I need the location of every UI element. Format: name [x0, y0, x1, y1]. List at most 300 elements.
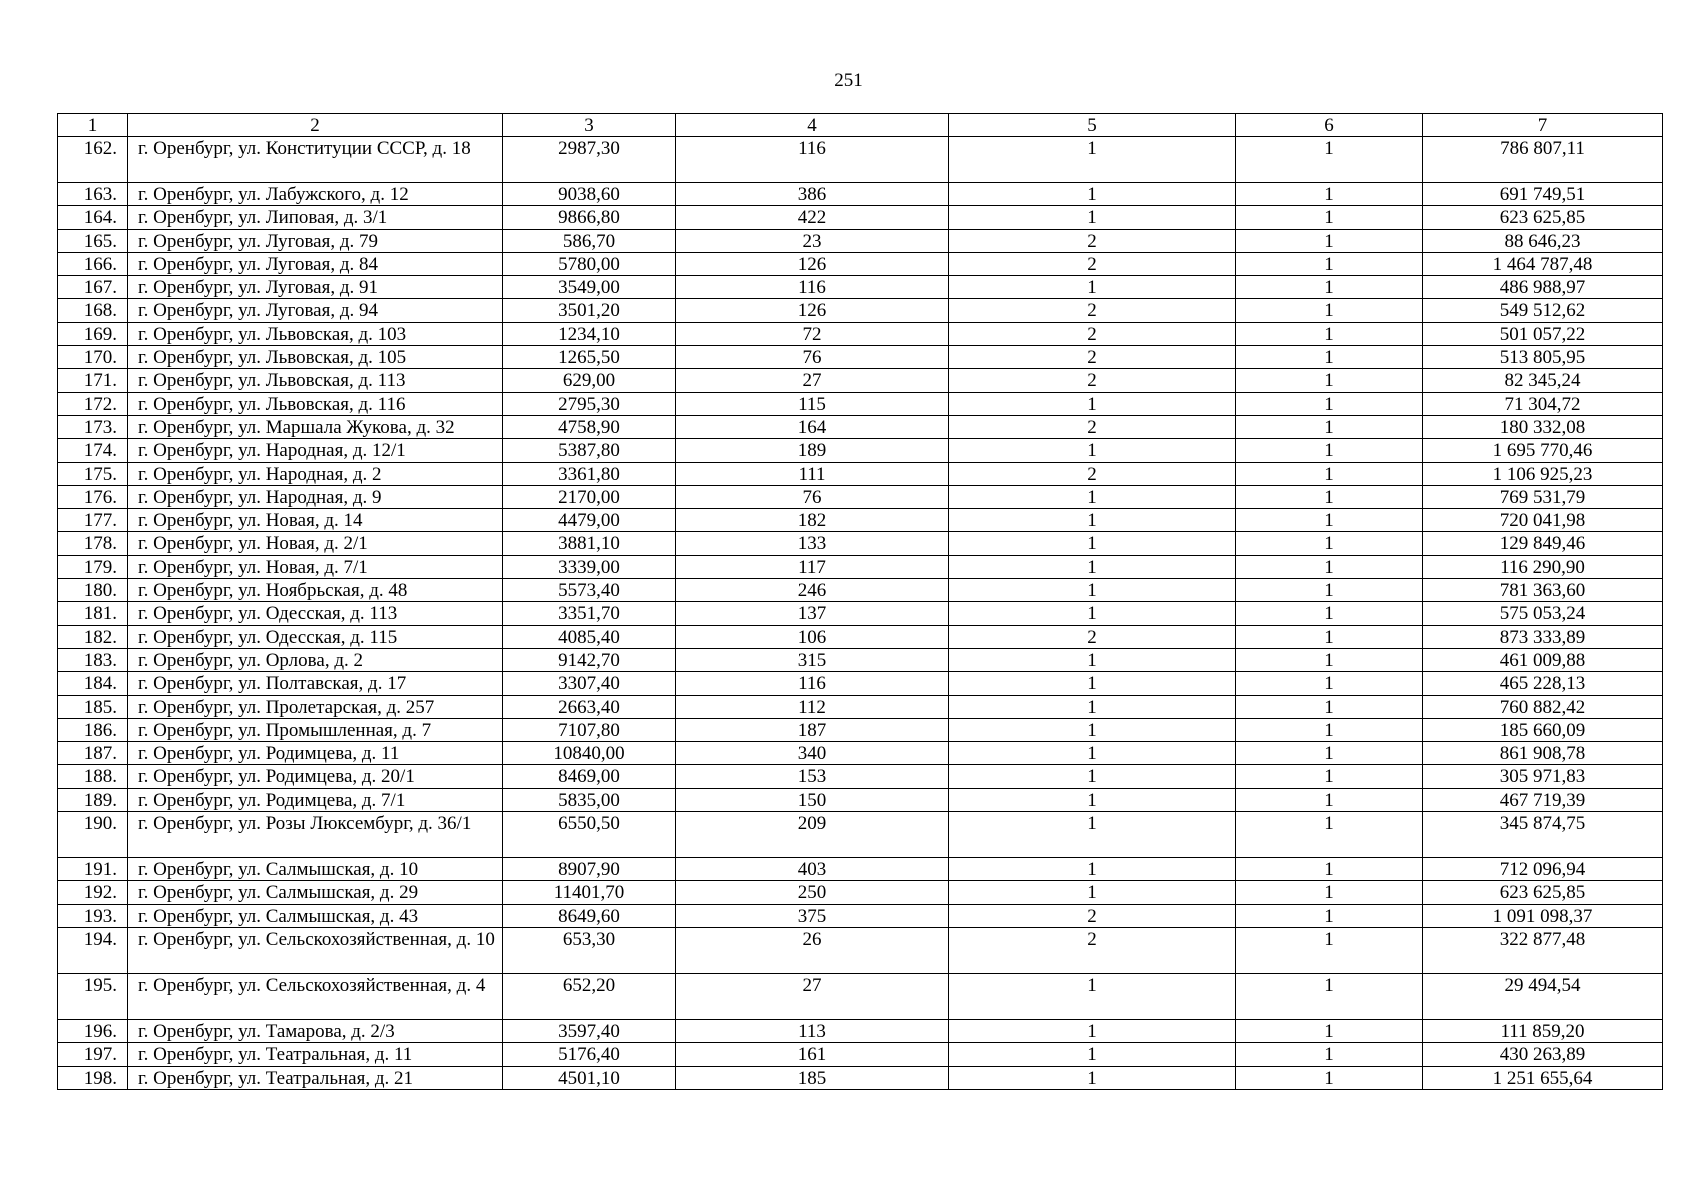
value-cell: 1 [949, 695, 1236, 718]
address-cell: г. Оренбург, ул. Одесская, д. 113 [128, 602, 503, 625]
value-cell: 1 [1236, 579, 1423, 602]
value-cell: 1 [1236, 137, 1423, 183]
value-cell: 1 [949, 648, 1236, 671]
row-number-cell: 196. [58, 1019, 128, 1042]
table-row [58, 322, 1663, 345]
value-cell: 1 [1236, 555, 1423, 578]
row-number-cell: 198. [58, 1066, 128, 1089]
count-cell: 106 [676, 625, 949, 648]
amount-cell: 461 009,88 [1423, 648, 1663, 671]
area-cell: 3549,00 [503, 276, 676, 299]
address-cell: г. Оренбург, ул. Родимцева, д. 11 [128, 742, 503, 765]
row-number-cell: 197. [58, 1043, 128, 1066]
table-row [58, 137, 1663, 183]
address-cell: г. Оренбург, ул. Сельскохозяйственная, д. 10 [128, 927, 503, 973]
count-cell: 111 [676, 462, 949, 485]
row-number-cell: 165. [58, 229, 128, 252]
address-cell: г. Оренбург, ул. Родимцева, д. 7/1 [128, 788, 503, 811]
address-cell: г. Оренбург, ул. Липовая, д. 3/1 [128, 206, 503, 229]
area-cell: 2987,30 [503, 137, 676, 183]
value-cell: 1 [1236, 206, 1423, 229]
column-header: 5 [949, 114, 1236, 137]
count-cell: 113 [676, 1019, 949, 1042]
value-cell: 1 [1236, 1019, 1423, 1042]
row-number-cell: 171. [58, 369, 128, 392]
area-cell: 3501,20 [503, 299, 676, 322]
table-row [58, 579, 1663, 602]
amount-cell: 513 805,95 [1423, 346, 1663, 369]
value-cell: 1 [949, 812, 1236, 858]
amount-cell: 1 695 770,46 [1423, 439, 1663, 462]
value-cell: 1 [1236, 485, 1423, 508]
table-row [58, 462, 1663, 485]
table-row [58, 532, 1663, 555]
row-number-cell: 170. [58, 346, 128, 369]
count-cell: 116 [676, 672, 949, 695]
value-cell: 1 [1236, 276, 1423, 299]
amount-cell: 769 531,79 [1423, 485, 1663, 508]
address-cell: г. Оренбург, ул. Орлова, д. 2 [128, 648, 503, 671]
count-cell: 164 [676, 415, 949, 438]
value-cell: 1 [1236, 718, 1423, 741]
area-cell: 4501,10 [503, 1066, 676, 1089]
count-cell: 153 [676, 765, 949, 788]
address-cell: г. Оренбург, ул. Родимцева, д. 20/1 [128, 765, 503, 788]
table-row [58, 858, 1663, 881]
value-cell: 2 [949, 299, 1236, 322]
address-cell: г. Оренбург, ул. Новая, д. 14 [128, 509, 503, 532]
row-number-cell: 188. [58, 765, 128, 788]
row-number-cell: 184. [58, 672, 128, 695]
column-header: 7 [1423, 114, 1663, 137]
count-cell: 27 [676, 973, 949, 1019]
count-cell: 250 [676, 881, 949, 904]
row-number-cell: 189. [58, 788, 128, 811]
area-cell: 3361,80 [503, 462, 676, 485]
table-row [58, 229, 1663, 252]
row-number-cell: 190. [58, 812, 128, 858]
value-cell: 1 [1236, 742, 1423, 765]
table-row [58, 927, 1663, 973]
count-cell: 133 [676, 532, 949, 555]
count-cell: 422 [676, 206, 949, 229]
value-cell: 1 [1236, 858, 1423, 881]
amount-cell: 29 494,54 [1423, 973, 1663, 1019]
table-row [58, 346, 1663, 369]
row-number-cell: 177. [58, 509, 128, 532]
area-cell: 4479,00 [503, 509, 676, 532]
count-cell: 76 [676, 485, 949, 508]
area-cell: 9038,60 [503, 183, 676, 206]
row-number-cell: 186. [58, 718, 128, 741]
address-cell: г. Оренбург, ул. Ноябрьская, д. 48 [128, 579, 503, 602]
count-cell: 27 [676, 369, 949, 392]
address-cell: г. Оренбург, ул. Розы Люксембург, д. 36/1 [128, 812, 503, 858]
table-row [58, 973, 1663, 1019]
table-row [58, 648, 1663, 671]
count-cell: 137 [676, 602, 949, 625]
amount-cell: 1 251 655,64 [1423, 1066, 1663, 1089]
value-cell: 2 [949, 415, 1236, 438]
value-cell: 1 [949, 602, 1236, 625]
count-cell: 26 [676, 927, 949, 973]
table-row [58, 672, 1663, 695]
value-cell: 1 [949, 765, 1236, 788]
area-cell: 9866,80 [503, 206, 676, 229]
row-number-cell: 174. [58, 439, 128, 462]
count-cell: 112 [676, 695, 949, 718]
area-cell: 3307,40 [503, 672, 676, 695]
count-cell: 185 [676, 1066, 949, 1089]
area-cell: 8649,60 [503, 904, 676, 927]
address-cell: г. Оренбург, ул. Народная, д. 12/1 [128, 439, 503, 462]
value-cell: 1 [949, 509, 1236, 532]
value-cell: 1 [1236, 904, 1423, 927]
address-cell: г. Оренбург, ул. Сельскохозяйственная, д. 4 [128, 973, 503, 1019]
table-row [58, 1019, 1663, 1042]
table-row [58, 904, 1663, 927]
value-cell: 1 [1236, 322, 1423, 345]
count-cell: 126 [676, 299, 949, 322]
row-number-cell: 193. [58, 904, 128, 927]
value-cell: 1 [1236, 509, 1423, 532]
housing-register-table [57, 113, 1663, 1090]
value-cell: 1 [1236, 625, 1423, 648]
row-number-cell: 178. [58, 532, 128, 555]
area-cell: 1234,10 [503, 322, 676, 345]
table-row [58, 299, 1663, 322]
amount-cell: 861 908,78 [1423, 742, 1663, 765]
table-row [58, 369, 1663, 392]
area-cell: 3597,40 [503, 1019, 676, 1042]
column-number-row [58, 114, 1663, 137]
value-cell: 2 [949, 927, 1236, 973]
column-header: 4 [676, 114, 949, 137]
area-cell: 5176,40 [503, 1043, 676, 1066]
row-number-cell: 192. [58, 881, 128, 904]
amount-cell: 720 041,98 [1423, 509, 1663, 532]
value-cell: 1 [949, 742, 1236, 765]
table-row [58, 812, 1663, 858]
table-row [58, 183, 1663, 206]
count-cell: 117 [676, 555, 949, 578]
count-cell: 161 [676, 1043, 949, 1066]
table-row [58, 485, 1663, 508]
value-cell: 1 [949, 1019, 1236, 1042]
row-number-cell: 164. [58, 206, 128, 229]
value-cell: 1 [1236, 299, 1423, 322]
address-cell: г. Оренбург, ул. Луговая, д. 91 [128, 276, 503, 299]
row-number-cell: 194. [58, 927, 128, 973]
address-cell: г. Оренбург, ул. Народная, д. 9 [128, 485, 503, 508]
value-cell: 1 [1236, 415, 1423, 438]
amount-cell: 467 719,39 [1423, 788, 1663, 811]
table-row [58, 1043, 1663, 1066]
amount-cell: 82 345,24 [1423, 369, 1663, 392]
value-cell: 1 [949, 788, 1236, 811]
table-row [58, 742, 1663, 765]
row-number-cell: 191. [58, 858, 128, 881]
count-cell: 116 [676, 137, 949, 183]
count-cell: 187 [676, 718, 949, 741]
area-cell: 8907,90 [503, 858, 676, 881]
amount-cell: 712 096,94 [1423, 858, 1663, 881]
amount-cell: 185 660,09 [1423, 718, 1663, 741]
amount-cell: 549 512,62 [1423, 299, 1663, 322]
address-cell: г. Оренбург, ул. Народная, д. 2 [128, 462, 503, 485]
amount-cell: 781 363,60 [1423, 579, 1663, 602]
value-cell: 2 [949, 322, 1236, 345]
row-number-cell: 169. [58, 322, 128, 345]
value-cell: 1 [949, 858, 1236, 881]
table-row [58, 252, 1663, 275]
amount-cell: 691 749,51 [1423, 183, 1663, 206]
address-cell: г. Оренбург, ул. Новая, д. 2/1 [128, 532, 503, 555]
row-number-cell: 167. [58, 276, 128, 299]
row-number-cell: 162. [58, 137, 128, 183]
row-number-cell: 195. [58, 973, 128, 1019]
address-cell: г. Оренбург, ул. Конституции СССР, д. 18 [128, 137, 503, 183]
address-cell: г. Оренбург, ул. Одесская, д. 115 [128, 625, 503, 648]
table-row [58, 415, 1663, 438]
area-cell: 6550,50 [503, 812, 676, 858]
value-cell: 1 [949, 672, 1236, 695]
area-cell: 5573,40 [503, 579, 676, 602]
address-cell: г. Оренбург, ул. Салмышская, д. 43 [128, 904, 503, 927]
table-row [58, 625, 1663, 648]
amount-cell: 501 057,22 [1423, 322, 1663, 345]
row-number-cell: 185. [58, 695, 128, 718]
area-cell: 5835,00 [503, 788, 676, 811]
area-cell: 5387,80 [503, 439, 676, 462]
value-cell: 1 [1236, 1066, 1423, 1089]
count-cell: 315 [676, 648, 949, 671]
table-header [58, 114, 1663, 137]
value-cell: 1 [1236, 927, 1423, 973]
column-header: 2 [128, 114, 503, 137]
address-cell: г. Оренбург, ул. Львовская, д. 116 [128, 392, 503, 415]
address-cell: г. Оренбург, ул. Львовская, д. 103 [128, 322, 503, 345]
address-cell: г. Оренбург, ул. Львовская, д. 105 [128, 346, 503, 369]
row-number-cell: 180. [58, 579, 128, 602]
table-row [58, 602, 1663, 625]
count-cell: 150 [676, 788, 949, 811]
value-cell: 2 [949, 462, 1236, 485]
table-row [58, 555, 1663, 578]
value-cell: 1 [949, 1066, 1236, 1089]
value-cell: 1 [1236, 672, 1423, 695]
row-number-cell: 176. [58, 485, 128, 508]
amount-cell: 71 304,72 [1423, 392, 1663, 415]
value-cell: 1 [949, 439, 1236, 462]
area-cell: 3339,00 [503, 555, 676, 578]
value-cell: 1 [1236, 812, 1423, 858]
value-cell: 1 [1236, 973, 1423, 1019]
address-cell: г. Оренбург, ул. Театральная, д. 21 [128, 1066, 503, 1089]
value-cell: 1 [949, 973, 1236, 1019]
value-cell: 1 [1236, 462, 1423, 485]
area-cell: 586,70 [503, 229, 676, 252]
table-row [58, 206, 1663, 229]
amount-cell: 116 290,90 [1423, 555, 1663, 578]
amount-cell: 180 332,08 [1423, 415, 1663, 438]
count-cell: 116 [676, 276, 949, 299]
area-cell: 9142,70 [503, 648, 676, 671]
table-row [58, 509, 1663, 532]
row-number-cell: 173. [58, 415, 128, 438]
value-cell: 1 [949, 1043, 1236, 1066]
value-cell: 1 [1236, 229, 1423, 252]
area-cell: 4758,90 [503, 415, 676, 438]
value-cell: 1 [1236, 183, 1423, 206]
row-number-cell: 181. [58, 602, 128, 625]
address-cell: г. Оренбург, ул. Лабужского, д. 12 [128, 183, 503, 206]
table-body [58, 137, 1663, 1090]
row-number-cell: 183. [58, 648, 128, 671]
amount-cell: 623 625,85 [1423, 206, 1663, 229]
amount-cell: 873 333,89 [1423, 625, 1663, 648]
amount-cell: 786 807,11 [1423, 137, 1663, 183]
row-number-cell: 175. [58, 462, 128, 485]
amount-cell: 1 106 925,23 [1423, 462, 1663, 485]
value-cell: 1 [1236, 439, 1423, 462]
row-number-cell: 163. [58, 183, 128, 206]
column-header: 1 [58, 114, 128, 137]
table-row [58, 276, 1663, 299]
amount-cell: 486 988,97 [1423, 276, 1663, 299]
area-cell: 11401,70 [503, 881, 676, 904]
value-cell: 1 [949, 881, 1236, 904]
row-number-cell: 166. [58, 252, 128, 275]
count-cell: 375 [676, 904, 949, 927]
count-cell: 340 [676, 742, 949, 765]
value-cell: 1 [949, 718, 1236, 741]
value-cell: 2 [949, 904, 1236, 927]
value-cell: 1 [949, 555, 1236, 578]
table-row [58, 439, 1663, 462]
area-cell: 3881,10 [503, 532, 676, 555]
area-cell: 652,20 [503, 973, 676, 1019]
address-cell: г. Оренбург, ул. Луговая, д. 94 [128, 299, 503, 322]
amount-cell: 305 971,83 [1423, 765, 1663, 788]
address-cell: г. Оренбург, ул. Луговая, д. 84 [128, 252, 503, 275]
table-row [58, 1066, 1663, 1089]
count-cell: 23 [676, 229, 949, 252]
value-cell: 1 [1236, 392, 1423, 415]
value-cell: 2 [949, 346, 1236, 369]
address-cell: г. Оренбург, ул. Салмышская, д. 10 [128, 858, 503, 881]
amount-cell: 1 464 787,48 [1423, 252, 1663, 275]
address-cell: г. Оренбург, ул. Пролетарская, д. 257 [128, 695, 503, 718]
table-row [58, 392, 1663, 415]
count-cell: 72 [676, 322, 949, 345]
column-header: 6 [1236, 114, 1423, 137]
area-cell: 5780,00 [503, 252, 676, 275]
row-number-cell: 179. [58, 555, 128, 578]
count-cell: 126 [676, 252, 949, 275]
value-cell: 1 [1236, 695, 1423, 718]
table-row [58, 881, 1663, 904]
value-cell: 1 [949, 392, 1236, 415]
value-cell: 1 [949, 579, 1236, 602]
area-cell: 7107,80 [503, 718, 676, 741]
count-cell: 403 [676, 858, 949, 881]
count-cell: 209 [676, 812, 949, 858]
table-row [58, 765, 1663, 788]
count-cell: 386 [676, 183, 949, 206]
row-number-cell: 168. [58, 299, 128, 322]
area-cell: 4085,40 [503, 625, 676, 648]
address-cell: г. Оренбург, ул. Львовская, д. 113 [128, 369, 503, 392]
table-row [58, 695, 1663, 718]
area-cell: 2170,00 [503, 485, 676, 508]
count-cell: 189 [676, 439, 949, 462]
address-cell: г. Оренбург, ул. Театральная, д. 11 [128, 1043, 503, 1066]
area-cell: 2795,30 [503, 392, 676, 415]
area-cell: 629,00 [503, 369, 676, 392]
amount-cell: 129 849,46 [1423, 532, 1663, 555]
amount-cell: 623 625,85 [1423, 881, 1663, 904]
value-cell: 1 [1236, 346, 1423, 369]
amount-cell: 575 053,24 [1423, 602, 1663, 625]
area-cell: 8469,00 [503, 765, 676, 788]
value-cell: 2 [949, 229, 1236, 252]
amount-cell: 322 877,48 [1423, 927, 1663, 973]
value-cell: 1 [1236, 252, 1423, 275]
row-number-cell: 187. [58, 742, 128, 765]
count-cell: 246 [676, 579, 949, 602]
value-cell: 1 [1236, 765, 1423, 788]
amount-cell: 1 091 098,37 [1423, 904, 1663, 927]
amount-cell: 345 874,75 [1423, 812, 1663, 858]
value-cell: 1 [1236, 532, 1423, 555]
area-cell: 1265,50 [503, 346, 676, 369]
address-cell: г. Оренбург, ул. Тамарова, д. 2/3 [128, 1019, 503, 1042]
address-cell: г. Оренбург, ул. Маршала Жукова, д. 32 [128, 415, 503, 438]
amount-cell: 465 228,13 [1423, 672, 1663, 695]
value-cell: 1 [949, 137, 1236, 183]
value-cell: 1 [949, 206, 1236, 229]
value-cell: 1 [949, 183, 1236, 206]
area-cell: 653,30 [503, 927, 676, 973]
amount-cell: 88 646,23 [1423, 229, 1663, 252]
value-cell: 1 [1236, 881, 1423, 904]
address-cell: г. Оренбург, ул. Луговая, д. 79 [128, 229, 503, 252]
address-cell: г. Оренбург, ул. Полтавская, д. 17 [128, 672, 503, 695]
area-cell: 2663,40 [503, 695, 676, 718]
count-cell: 115 [676, 392, 949, 415]
value-cell: 1 [1236, 369, 1423, 392]
area-cell: 3351,70 [503, 602, 676, 625]
table-row [58, 718, 1663, 741]
column-header: 3 [503, 114, 676, 137]
value-cell: 1 [1236, 788, 1423, 811]
value-cell: 1 [1236, 1043, 1423, 1066]
amount-cell: 430 263,89 [1423, 1043, 1663, 1066]
value-cell: 1 [1236, 602, 1423, 625]
value-cell: 1 [1236, 648, 1423, 671]
value-cell: 2 [949, 369, 1236, 392]
page-number: 251 [834, 70, 863, 91]
table-row [58, 788, 1663, 811]
count-cell: 182 [676, 509, 949, 532]
count-cell: 76 [676, 346, 949, 369]
amount-cell: 760 882,42 [1423, 695, 1663, 718]
area-cell: 10840,00 [503, 742, 676, 765]
value-cell: 1 [949, 276, 1236, 299]
value-cell: 1 [949, 485, 1236, 508]
value-cell: 2 [949, 252, 1236, 275]
